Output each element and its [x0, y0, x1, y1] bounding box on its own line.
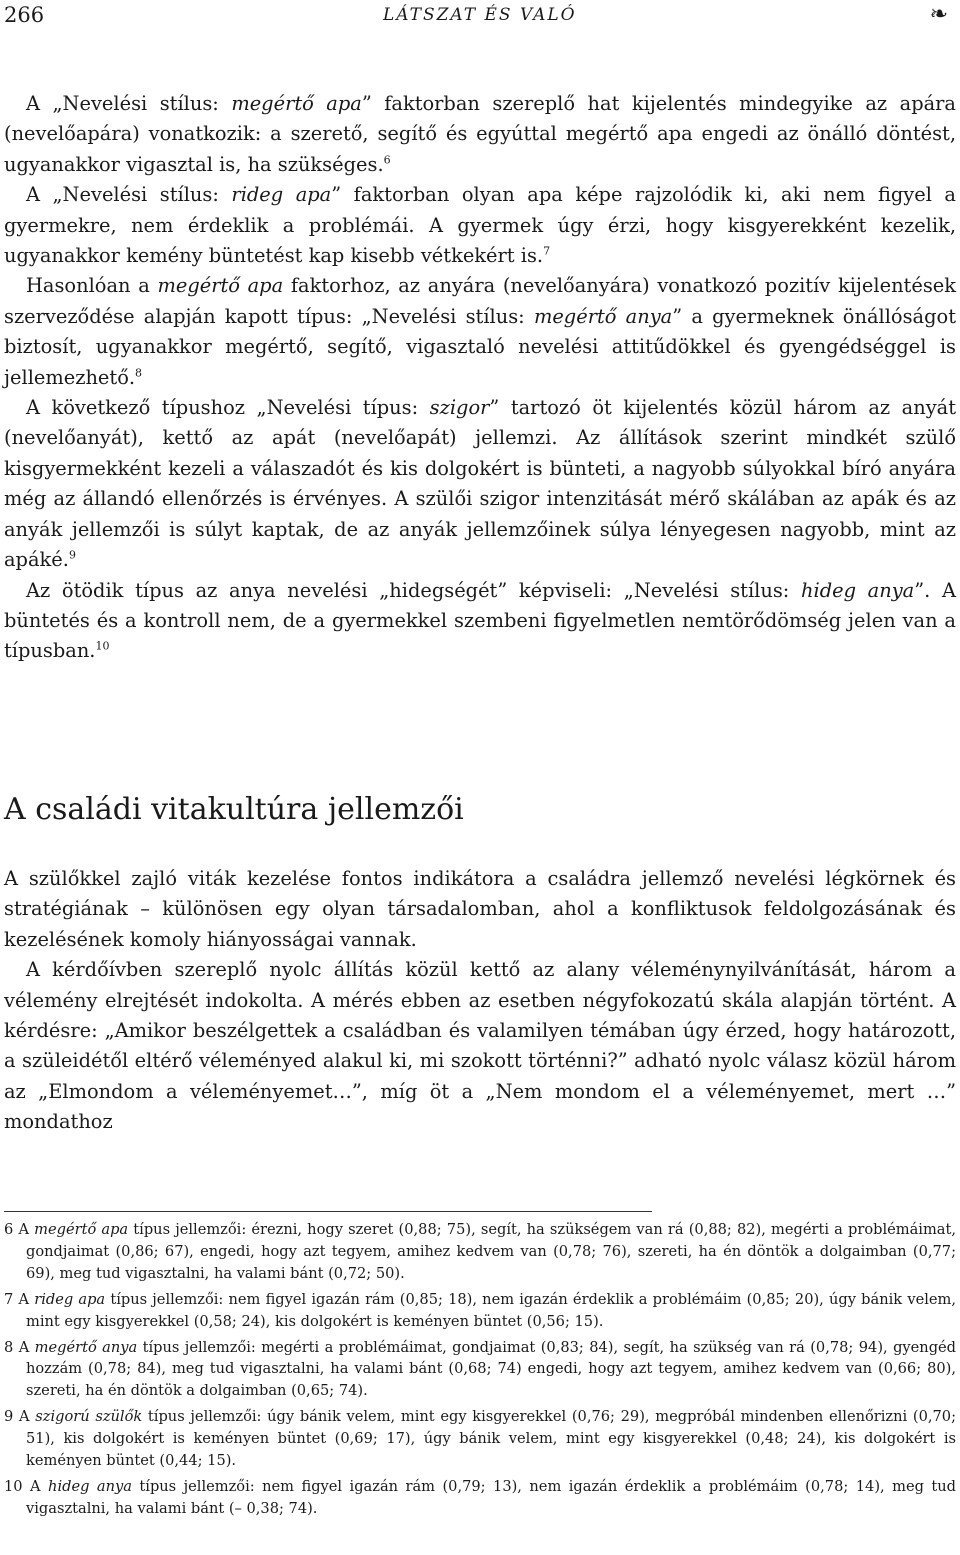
paragraph-hideg-anya: Az ötödik típus az anya nevelési „hidegségét” képviseli: „Nevelési stílus: hideg anya”. A büntetés és a kontroll nem, de a gyermekkel szembeni figyelmetlen nemtörődömség jelen van a típusban.$^{10}$	[4, 578, 956, 663]
footnote-ref[interactable]: 6	[383, 153, 391, 167]
footnote-divider	[4, 1211, 652, 1212]
section-text	[4, 864, 956, 1138]
footnote-ref[interactable]: 8	[135, 366, 143, 380]
footnote-8: 8 A megértő anya típus jellemzői: megérti a problémáimat, gondjaimat (0,83; 84), segít, ha szükség van rá (0,78; 94), gyengéd hozzám (0,78; 84), meg tud vigasztalni, ha valami bánt (0,68; 74) engedi, hogy azt tegyem, amihez kedvem van (0,66; 80), szereti, ha én döntök a dolgaimban (0,65; 74).	[4, 1338, 957, 1400]
footnote-ref[interactable]: 10	[95, 639, 110, 653]
footnote-ref[interactable]: 9	[68, 548, 76, 562]
running-title: LÁTSZAT ÉS VALÓ	[383, 5, 577, 25]
fleuron-ornament-icon: ❧	[929, 2, 948, 27]
footnotes	[4, 1219, 956, 1524]
paragraph: A kérdőívben szereplő nyolc állítás közül kettő az alany véleménynyilvánítását, három a vélemény elrejtését indokolta. A mérés ebben az esetben négyfokozatú skála alapján történt. A kérdésre: „Amikor beszélgettek a családban és valamilyen témában úgy érzed, hogy határozott, a szüleidétől eltérő véleményed alakul ki, mi szokott történni?” adható nyolc válasz közül három az „Elmondom a véleményemet…”, míg öt a „Nem mondom el a véleményemet, mert …” mondathoz	[4, 958, 956, 1134]
paragraph-megerto-apa: A „Nevelési stílus: megértő apa” faktorban szereplő hat kijelentés mindegyike az apára (nevelőapára) vonatkozik: a szerető, segítő és egyúttal megértő apa engedi az önálló döntést, ugyanakkor vigasztal is, ha szükséges.$^6$	[4, 92, 956, 176]
paragraph-rideg-apa: A „Nevelési stílus: rideg apa” faktorban olyan apa képe rajzolódik ki, aki nem figyel a gyermekre, nem érdeklik a problémái. A gyermek úgy érzi, hogy kisgyerekként kezelik, ugyanakkor kemény büntetést kap kisebb vétkekért is.$^7$	[4, 183, 956, 268]
footnote-10: 10 A hideg anya típus jellemzői: nem figyel igazán rám (0,79; 13), nem igazán érdeklik a problémáim (0,78; 14), meg tud vigasztalni, ha valami bánt (– 0,38; 74).	[4, 1477, 956, 1517]
footnote-7: 7 A rideg apa típus jellemzői: nem figyel igazán rám (0,85; 18), nem igazán érdeklik a problémáim (0,85; 20), úgy bánik velem, mint egy kisgyerekkel (0,58; 24), kis dolgokért is keményen büntet (0,56; 15).	[4, 1290, 956, 1330]
paragraph-szigor: A következő típushoz „Nevelési típus: szigor” tartozó öt kijelentés közül három az anyát (nevelőanyát), kettő az apát (nevelőapát) jellemzi. Az állítások szerint mindkét szülő kisgyermekként kezeli a válaszadót és kis dolgokért is bünteti, a nagyobb súlyokkal bíró anyára még az állandó ellenőrzés is érvényes. A szülői szigor intenzitását mérő skálában az apák és az anyák jellemzői is súlyt kaptak, de az anyák jellemzőinek súlya lényegesen nagyobb, mint az apáké.$^9$	[4, 396, 957, 572]
footnote-ref[interactable]: 7	[543, 244, 551, 258]
running-header	[0, 0, 960, 40]
paragraph: A szülőkkel zajló viták kezelése fontos indikátora a családra jellemző nevelési légkörnek és stratégiának – különösen egy olyan társadalomban, ahol a konfliktusok feldolgozásának és kezelésének komoly hiányosságai vannak.	[4, 867, 956, 951]
paragraph-megerto-anya: Hasonlóan a megértő apa faktorhoz, az anyára (nevelőanyára) vonatkozó pozitív kijelentések szerveződése alapján kapott típus: „Nevelési stílus: megértő anya” a gyermeknek önállóságot biztosít, ugyanakkor megértő, segítő, vigasztaló nevelési attitűdökkel és gyengédséggel is jellemezhető.$^8$	[4, 274, 956, 389]
footnote-6: 6 A megértő apa típus jellemzői: érezni, hogy szeret (0,88; 75), segít, ha szükségem van rá (0,88; 82), megérti a problémáimat, gondjaimat (0,86; 67), engedi, hogy azt tegyem, amihez kedvem van (0,78; 76), szereti, ha én döntök a dolgaimban (0,77; 69), meg tud vigasztalni, ha valami bánt (0,72; 50).	[4, 1221, 956, 1282]
page-number: 266	[4, 3, 45, 27]
footnote-9: 9 A szigorú szülők típus jellemzői: úgy bánik velem, mint egy kisgyerekkel (0,76; 29), megpróbál mindenben ellenőrizni (0,70; 51), kis dolgokért is keményen büntet (0,69; 17), úgy bánik velem, mint egy kisgyerekkel (0,48; 24), kis dolgokért is keményen büntet (0,44; 15).	[4, 1408, 956, 1470]
main-text	[4, 89, 956, 667]
section-heading: A családi vitakultúra jellemzői	[4, 792, 464, 827]
